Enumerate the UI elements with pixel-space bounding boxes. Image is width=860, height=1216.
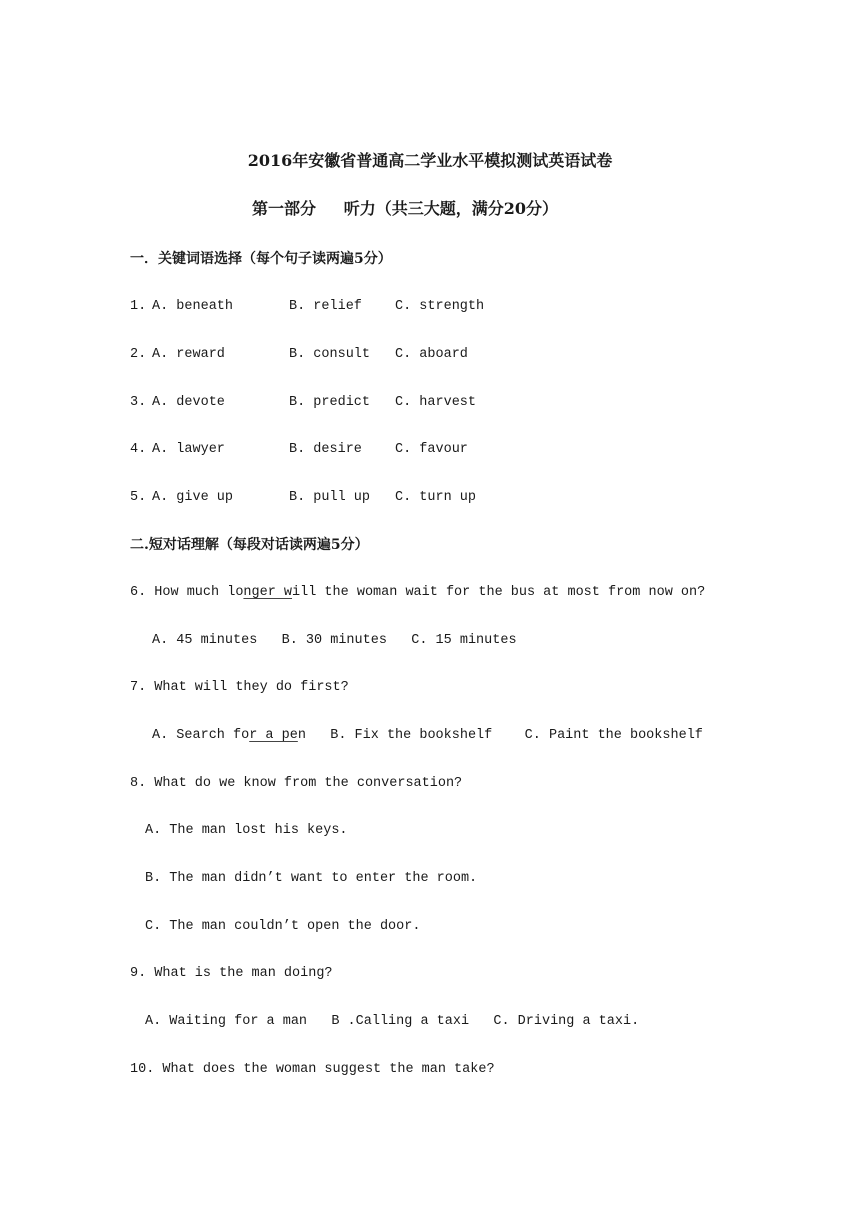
part-heading: 第一部分 听力（共三大题，满分20分） [251, 199, 559, 218]
question-6-options: A. 45 minutes B. 30 minutes C. 15 minutes [152, 633, 517, 648]
option-b: B. relief [289, 299, 362, 314]
option-c: C. strength [395, 299, 485, 314]
option-b: B. pull up [289, 490, 371, 505]
question-8-option-c: C. The man couldn’t open the door. [145, 919, 421, 934]
question-9: 9. What is the man doing? [130, 966, 333, 981]
option-b: B. desire [289, 442, 362, 457]
question-9-options: A. Waiting for a man B .Calling a taxi C. Driving a taxi. [145, 1014, 640, 1029]
option-a: A. reward [152, 347, 225, 362]
question-8: 8. What do we know from the conversation? [130, 776, 463, 791]
option-a: A. devote [152, 395, 225, 410]
section2-heading: 二.短对话理解（每段对话读两遍5分） [130, 537, 369, 553]
question-8-option-a: A. The man lost his keys. [145, 823, 348, 838]
question-7-options [152, 727, 703, 745]
option-c: C. harvest [395, 395, 477, 410]
question-number: 2. [130, 347, 147, 362]
exam-title: 2016年安徽省普通高二学业水平模拟测试英语试卷 [247, 151, 613, 170]
question-number: 4. [130, 442, 147, 457]
question-number: 3. [130, 395, 147, 410]
option-c: C. favour [395, 442, 468, 457]
question-7: 7. What will they do first? [130, 680, 349, 695]
question-6-text-end: ill the woman wait for the bus at most from now on? [292, 585, 706, 600]
question-number: 5. [130, 490, 147, 505]
question-number: 1. [130, 299, 147, 314]
question-8-option-b: B. The man didn’t want to enter the room. [145, 871, 478, 886]
option-b: B. predict [289, 395, 371, 410]
question-6-text-start: 6. How much lo [130, 585, 244, 600]
option-a: A. give up [152, 490, 234, 505]
question-7-underlined-text: r a pe [249, 728, 298, 743]
question-10: 10. What does the woman suggest the man take? [130, 1062, 495, 1077]
option-a: A. lawyer [152, 442, 225, 457]
question-7-options-start: A. Search fo [152, 728, 250, 743]
option-c: C. aboard [395, 347, 468, 362]
question-7-options-end: n B. Fix the bookshelf C. Paint the bookshelf [297, 728, 703, 743]
option-a: A. beneath [152, 299, 234, 314]
option-c: C. turn up [395, 490, 477, 505]
option-b: B. consult [289, 347, 371, 362]
question-6-underlined-text: nger w [243, 585, 293, 600]
section1-heading: 一．关键词语选择（每个句子读两遍5分） [130, 251, 392, 267]
question-6 [130, 584, 705, 602]
